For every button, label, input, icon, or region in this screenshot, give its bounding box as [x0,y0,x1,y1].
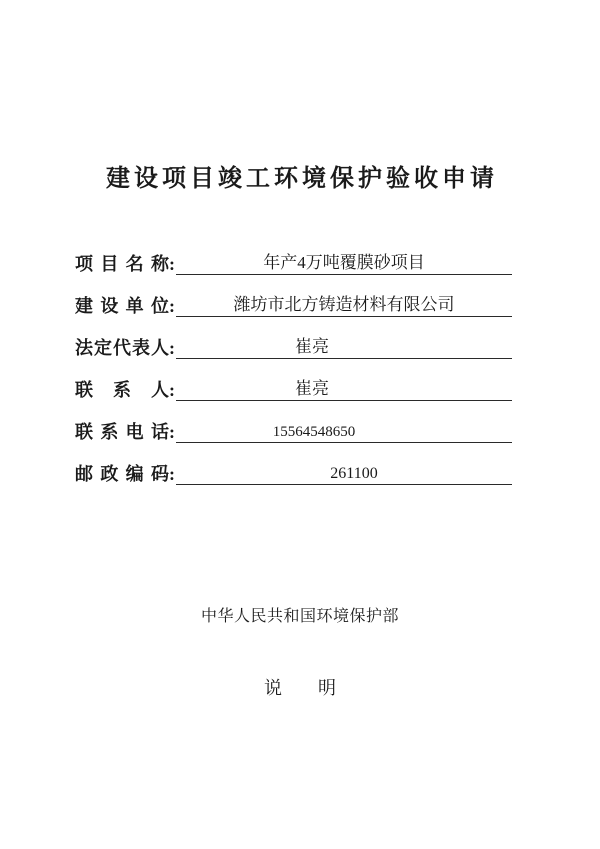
field-row-contact-phone [75,415,512,443]
field-colon: : [169,338,175,359]
ministry-name: 中华人民共和国环境保护部 [200,608,399,625]
field-label: 法定代表人 [75,338,169,359]
field-label: 邮政编码 [75,464,169,485]
field-row-contact-person [75,373,512,401]
field-label: 联系人 [75,380,169,401]
field-label: 联系电话 [75,422,169,443]
field-value: 年产4万吨覆膜砂项目 [263,253,425,273]
page-title: 建设项目竣工环境保护验收申请 [106,166,498,192]
field-colon: : [169,296,175,317]
field-underline [176,249,512,275]
field-value: 261100 [330,464,378,482]
field-colon: : [169,380,175,401]
field-value: 崔亮 [295,379,329,399]
field-colon: : [169,464,175,485]
field-label: 项目名称 [75,254,169,275]
field-row-legal-representative [75,331,512,359]
field-colon: : [169,422,175,443]
field-colon: : [169,254,175,275]
field-row-postal-code [75,457,512,485]
field-underline [176,417,512,443]
application-form [75,247,512,499]
field-value: 15564548650 [272,423,356,440]
field-value: 潍坊市北方铸造材料有限公司 [233,295,455,315]
field-row-project-name [75,247,512,275]
field-underline [176,333,512,359]
field-label: 建设单位 [75,296,169,317]
field-underline [176,375,512,401]
field-underline [176,291,512,317]
section-heading-shuoming: 说 明 [264,678,336,698]
field-value: 崔亮 [295,337,329,357]
field-underline [176,459,512,485]
field-row-construction-unit [75,289,512,317]
